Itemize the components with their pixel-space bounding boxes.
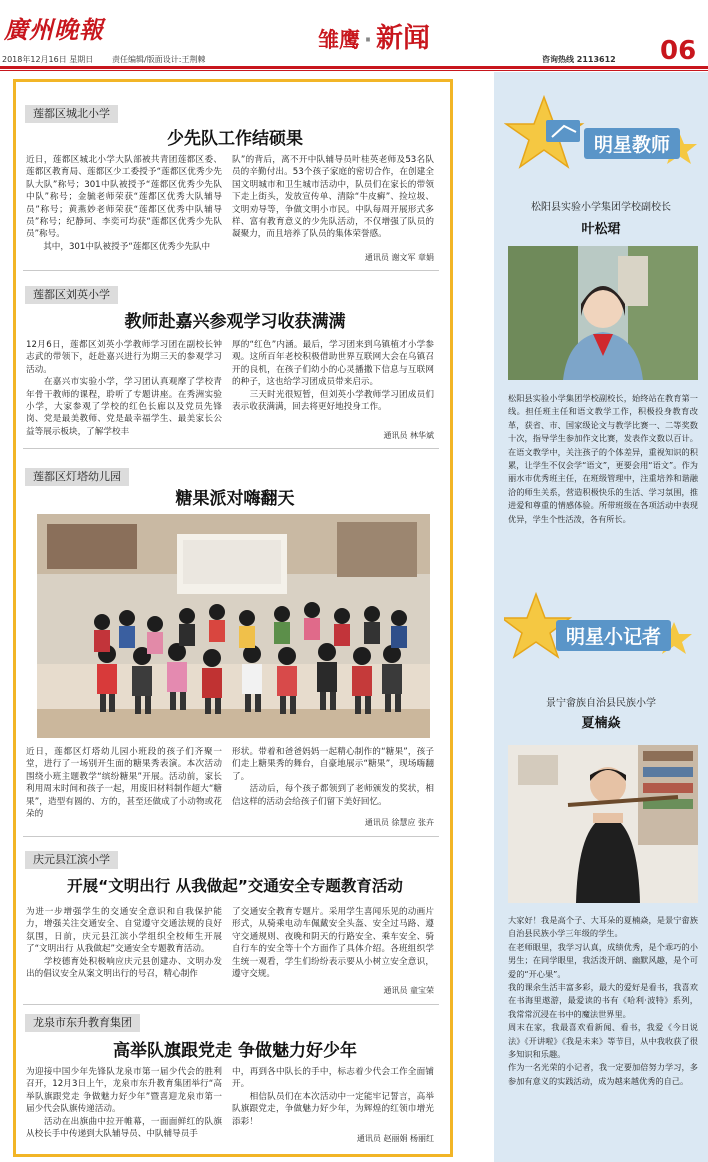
teacher-photo [508, 246, 698, 380]
article-title: 高举队旗跟党走 争做魅力好少年 [113, 1041, 357, 1061]
section-title-left: 雏鹰 [318, 28, 360, 52]
reporter-bio: 大家好！我是高个子、大耳朵的夏楠焱，是景宁畲族自治县民族小学三年级的学生。 在老师眼里，我学习认真，成绩优秀，是个乖巧的小男生；在同学眼里，我活泼开朗、幽默风趣，是个可爱的“开心果”。 我的课余生活丰富多彩，最大的爱好是看书，我喜欢在书海里遨游，最爱读的书有《哈利·波特》系列，我常常沉浸在书中的魔法世界里。 周末在家，我最喜欢看新闻、看书，我爱《今日说法》《开讲啦》《我是未来》等节目，从中我收获了很多知识和乐趣。 作为一名光荣的小记者，我一定要加倍努力学习，多参加有意义的实践活动，成为越来越优秀的自己。 [508, 915, 698, 1086]
article-body-col1: 为进一步增强学生的交通安全意识和自我保护能力，增强关注交通安全、自觉遵守交通法规的良好氛围，日前，庆元县江滨小学组织全校师生开展了“文明出行 从我做起”交通安全专题教育活动。 学校德育处积极响应庆元县创建办、文明办发出的倡议安全从案文明出行的号召，精心制作 [26, 907, 222, 980]
article-body-col2: 中，再到各中队长的手中，标志着少代会工作全面铺开。 相信队员们在本次活动中一定能牢记誓言，高举队旗跟党走，争做魅力好少年，为辉煌的红领巾增光添彩！ [232, 1067, 434, 1127]
reporter-banner [504, 592, 704, 672]
article-body-col1: 近日，莲都区城北小学大队部被共青团莲都区委、莲都区教育局、莲都区少工委授予“莲都区优秀少先队大队”称号；301中队被授予“莲都区优秀少先队中队”称号；金毓老师荣获“莲都区优秀大队辅导员”称号；黄燕妙老师荣获“莲都区优秀中队辅导员”称号；纪静珂、李奕可均获“莲都区优秀少先队员”称号。 其中，301中队被授予“莲都区优秀少先队中 [26, 155, 222, 252]
article-body-col1: 为迎接中国少年先锋队龙泉市第一届少代会的胜利召开，12月3日上午，龙泉市东升教育集团举行“高举队旗跟党走 争做魅力好少年”暨喜迎龙泉市第一届少代会队旗传递活动。 活动在出旗曲中拉开帷幕，一面面鲜红的队旗从校长手中传递到大队辅导员、中队辅导员手 [26, 1067, 222, 1140]
section-title-right: 新闻 [375, 23, 430, 54]
article-byline: 通讯员 赵丽娟 杨丽红 [356, 1134, 434, 1143]
masthead-rule-thin [0, 70, 708, 71]
reporter-photo [508, 745, 698, 903]
reporter-banner-title: 明星小记者 [556, 620, 671, 651]
page-number: 06 [660, 36, 697, 66]
article-title: 少先队工作结硕果 [167, 129, 303, 149]
kindergarten-photo-drawing [37, 514, 430, 738]
teacher-school: 松阳县实验小学集团学校副校长 [531, 202, 671, 213]
teacher-banner [504, 92, 704, 182]
article-section-label: 龙泉市东升教育集团 [25, 1014, 140, 1032]
reporter-school: 景宁畲族自治县民族小学 [546, 698, 656, 709]
newspaper-logo: 廣州晚報 [4, 15, 104, 44]
article-section-label: 莲都区城北小学 [25, 105, 118, 123]
article-body-col2: 厚的“红色”内涵。最后，学习团来到乌镇植才小学参观。这所百年老校积极借助世界互联网大会在乌镇召开的良机，在孩子们幼小的心灵播撒下信息与互联网的种子，这也给学习团成员带来启示。 三天时光很短暂，但刘英小学教师学习团成员们表示收获满满，回去将更好地投身工作。 [232, 340, 434, 413]
article-body-col2: 队”的背后，离不开中队辅导员叶桂英老师及53名队员的辛勤付出。53个孩子家庭的密切合作，在创建全国文明城市和卫生城市活动中，队员们在家长的带领下走上街头，发放宣传单、清除“牛皮癣”、捡垃圾、文明劝导等，争做文明小市民。中队每周开展形式多样、富有教育意义的少先队活动，不仅增强了队员的凝聚力，而且培养了队员的集体荣誉感。 [232, 155, 434, 240]
article-section-label: 莲都区刘英小学 [25, 286, 118, 304]
article-byline: 通讯员 林华斌 [383, 431, 434, 440]
issue-date: 2018年12月16日 星期日 [2, 55, 94, 64]
article-section-label: 莲都区灯塔幼儿园 [25, 468, 129, 486]
teacher-bio: 松阳县实验小学集团学校副校长，始终站在教育第一线。担任班主任和语文教学工作，积极投身教育改革，获省、市、国家级论文与教学比赛一、二等奖数十次，指导学生参加作文比赛，发表作文数以百计。在语文教学中，关注孩子的个体差异，重视知识的积累，让学生不仅会学“语文”，更要会用“语文”。作为丽水市优秀班主任，在班级管理中，注重培养和谐融洽的师生关系，营造积极快乐的生活、学习氛围，推进爱和尊重的情感体验。所带班级在各项活动中表现优异，学生个性活泼，各有所长。 [508, 393, 698, 524]
article-body-col2: 形状。带着和爸爸妈妈一起精心制作的“糖果”，孩子们走上糖果秀的舞台，自豪地展示“糖果”，现场嗨翻了。 活动后，每个孩子都领到了老师颁发的奖状，相信这样的活动会给孩子们留下美好回忆。 [232, 747, 434, 807]
article-body-col1: 12月6日，莲都区刘英小学教师学习团在副校长钟志武的带领下，赶赴嘉兴进行为期三天的参观学习活动。 在嘉兴市实验小学，学习团认真观摩了学校青年骨干教师的课程，聆听了专题讲座。在秀洲实验小学，大家参观了学校的红色长廊以及党员先锋岗、党是最美教师、党是最幸福学生、最美家长公益等展示板块，了解学校丰 [26, 340, 222, 437]
article-body-col1: 近日，莲都区灯塔幼儿园小班段的孩子们齐聚一堂，进行了一场别开生面的糖果秀表演。本次活动围绕小班主题教学“缤纷糖果”开展。活动前，家长利用周末时间和孩子一起，用废旧材料制作超大“糖果”，造型有圆的、方的，甚至还做成了小动物或花朵的 [26, 747, 222, 820]
editor-credit: 责任编辑/版面设计:王荆棘 [112, 55, 206, 64]
article-byline: 通讯员 徐慧应 张卉 [364, 818, 434, 827]
teacher-banner-title: 明星教师 [584, 128, 680, 159]
kindergarten-party-photo [37, 514, 430, 738]
masthead-rule [0, 66, 708, 69]
article-title: 开展“文明出行 从我做起”交通安全专题教育活动 [67, 877, 403, 895]
article-byline: 通讯员 童宝荣 [383, 986, 434, 995]
article-title: 教师赴嘉兴参观学习收获满满 [124, 312, 346, 332]
article-divider [23, 448, 439, 449]
article-divider [23, 1004, 439, 1005]
section-title-dot: · [364, 28, 372, 52]
teacher-name: 叶松珺 [581, 222, 621, 237]
hotline: 咨询热线 2113612 [542, 55, 616, 64]
teacher-photo-drawing [508, 246, 698, 380]
article-divider [23, 836, 439, 837]
article-body-col2: 了交通安全教育专题片。采用学生喜闻乐见的动画片形式，从骑乘电动车佩戴安全头盔、安全过马路、遵守交通规则、夜晚和阴天的行路安全、乘车安全、骑自行车的安全等十个方面作了具体介绍。各班组织学生统一观看，学生们纷纷表示要从小树立安全意识，遵守交规。 [232, 907, 434, 980]
article-section-label: 庆元县江滨小学 [25, 851, 118, 869]
article-title: 糖果派对嗨翻天 [175, 489, 295, 509]
reporter-photo-drawing [508, 745, 698, 903]
reporter-name: 夏楠焱 [581, 716, 621, 731]
section-title [318, 16, 430, 55]
article-byline: 通讯员 谢文军 章娟 [364, 253, 434, 262]
article-divider [23, 270, 439, 271]
